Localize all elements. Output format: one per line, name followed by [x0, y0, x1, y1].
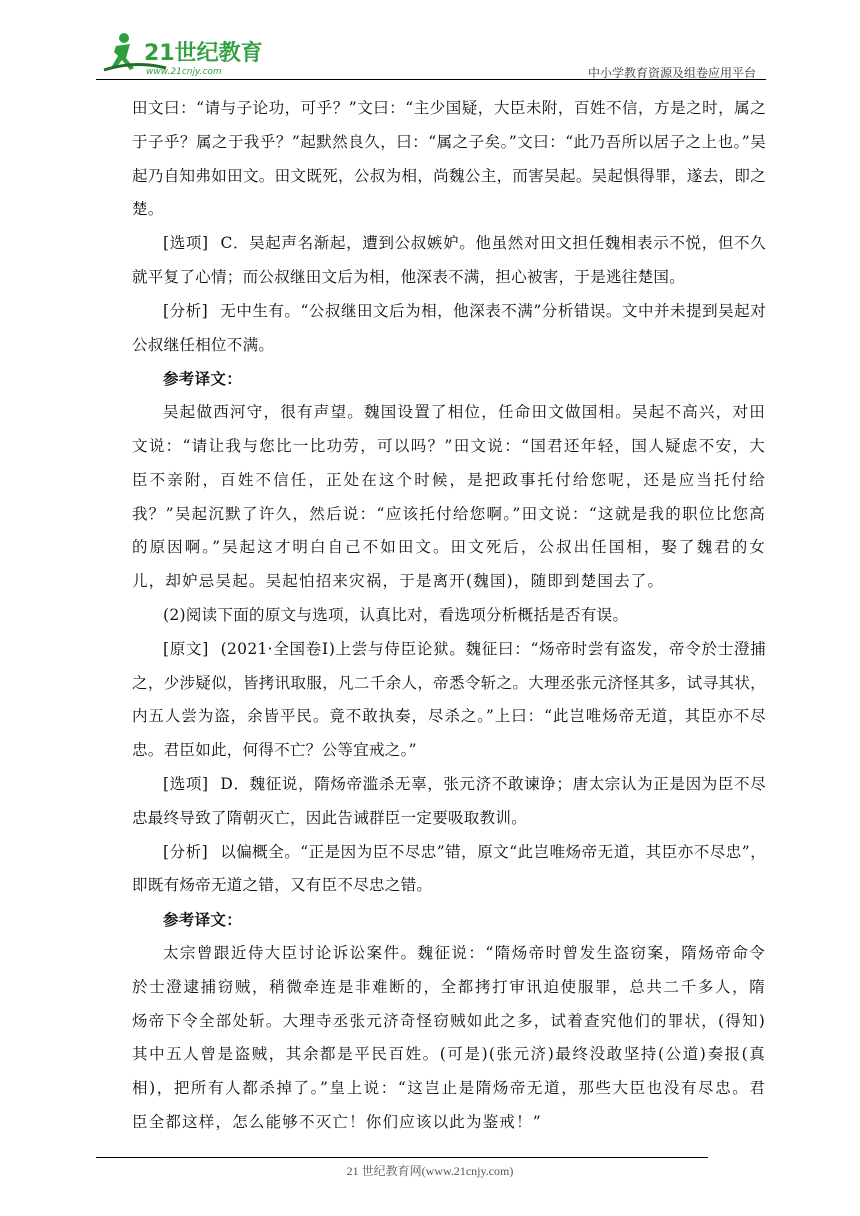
- labeled-paragraph: [132, 227, 766, 295]
- paragraph: (2)阅读下面的原文与选项，认真比对，看选项分析概括是否有误。: [163, 605, 629, 624]
- footer-text: 21 世纪教育网(www.21cnjy.com): [346, 1164, 514, 1178]
- logo-text: 21世纪教育: [144, 41, 263, 66]
- labeled-paragraph: [132, 836, 766, 904]
- labeled-paragraph: [132, 295, 766, 363]
- paragraph: 田文曰：“请与子论功，可乎？”文曰：“主少国疑，大臣未附，百姓不信，方是之时，属之于子乎？属之于我乎？”起默然良久，曰：“属之子矣。”文曰：“此乃吾所以居子之上也。”吴起乃自知弗如田文。田文既死，公叔为相，尚魏公主，而害吴起。吴起惧得罪，遂去，即之楚。: [132, 99, 766, 219]
- paragraph: 吴起做西河守，很有声望。魏国设置了相位，任命田文做国相。吴起不高兴，对田文说：“请让我与您比一比功劳，可以吗？”田文说：“国君还年轻，国人疑虑不安，大臣不亲附，百姓不信任，正处在这个时候，是把政事托付给您呢，还是应当托付给我？”吴起沉默了许久，然后说：“应该托付给您啊。”田文说：“这就是我的职位比您高的原因啊。”吴起这才明白自己不如田文。田文死后，公叔出任国相，娶了魏君的女儿，却妒忌吴起。吴起怕招来灾祸，于是离开(魏国)，随即到楚国去了。: [132, 403, 766, 591]
- labeled-paragraph: [132, 768, 766, 836]
- paragraph-tag: [分析]: [163, 301, 208, 320]
- logo-url: www.21cnjy.com: [146, 67, 222, 77]
- paragraph-text: D．魏征说，隋炀帝滥杀无辜，张元济不敢谏诤；唐太宗认为正是因为臣不尽忠最终导致了隋朝灭亡，因此告诫群臣一定要吸取教训。: [132, 774, 766, 827]
- page-header: [96, 30, 766, 82]
- paragraph-text: C．吴起声名渐起，遭到公叔嫉妒。他虽然对田文担任魏相表示不悦，但不久就平复了心情；而公叔继田文后为相，他深表不满，担心被害，于是逃往楚国。: [132, 234, 767, 286]
- section-heading: 参考译文：: [163, 910, 243, 930]
- platform-name: 中小学教育资源及组卷应用平台: [587, 66, 756, 80]
- paragraph-tag: [分析]: [163, 842, 208, 861]
- section-heading: 参考译文：: [163, 369, 243, 389]
- paragraph-text: (2021·全国卷Ⅰ)上尝与侍臣论狱。魏征曰：“炀帝时尝有盗发，帝令於士澄捕之，少涉疑似，皆拷讯取服，凡二千余人，帝悉令斩之。大理丞张元济怪其多，试寻其状，内五人尝为盗，余皆平民。竟不敢执奏，尽杀之。”上曰：“此岂唯炀帝无道，其臣亦不尽忠。君臣如此，何得不亡？公等宜戒之。”: [132, 639, 767, 760]
- site-logo: [96, 30, 266, 78]
- labeled-paragraph: [132, 633, 766, 768]
- paragraph-text: 无中生有。“公叔继田文后为相，他深表不满”分析错误。文中并未提到吴起对公叔继任相位不满。: [132, 301, 767, 354]
- paragraph-text: 以偏概全。“正是因为臣不尽忠”错，原文“此岂唯炀帝无道，其臣亦不尽忠”，即既有炀帝无道之错，又有臣不尽忠之错。: [132, 842, 766, 895]
- header-divider: [96, 79, 766, 80]
- paragraph: 太宗曾跟近侍大臣讨论诉讼案件。魏征说：“隋炀帝时曾发生盗窃案，隋炀帝命令於士澄逮捕窃贼，稍微牵连是非难断的，全都拷打审讯迫使服罪，总共二千多人，隋炀帝下令全部处斩。大理寺丞张元济奇怪窃贼如此之多，试着查究他们的罪状，(得知)其中五人曾是盗贼，其余都是平民百姓。(可是)(张元济)最终没敢坚持(公道)奏报(真相)，把所有人都杀掉了。”皇上说：“这岂止是隋炀帝无道，那些大臣也没有尽忠。君臣全都这样，怎么能够不灭亡！你们应该以此为鉴戒！”: [132, 943, 766, 1131]
- paragraph-tag: [选项]: [163, 774, 209, 793]
- document-body: [132, 92, 766, 1140]
- paragraph-tag: [选项]: [163, 234, 209, 253]
- footer-divider: [96, 1157, 708, 1158]
- paragraph-tag: [原文]: [163, 639, 209, 658]
